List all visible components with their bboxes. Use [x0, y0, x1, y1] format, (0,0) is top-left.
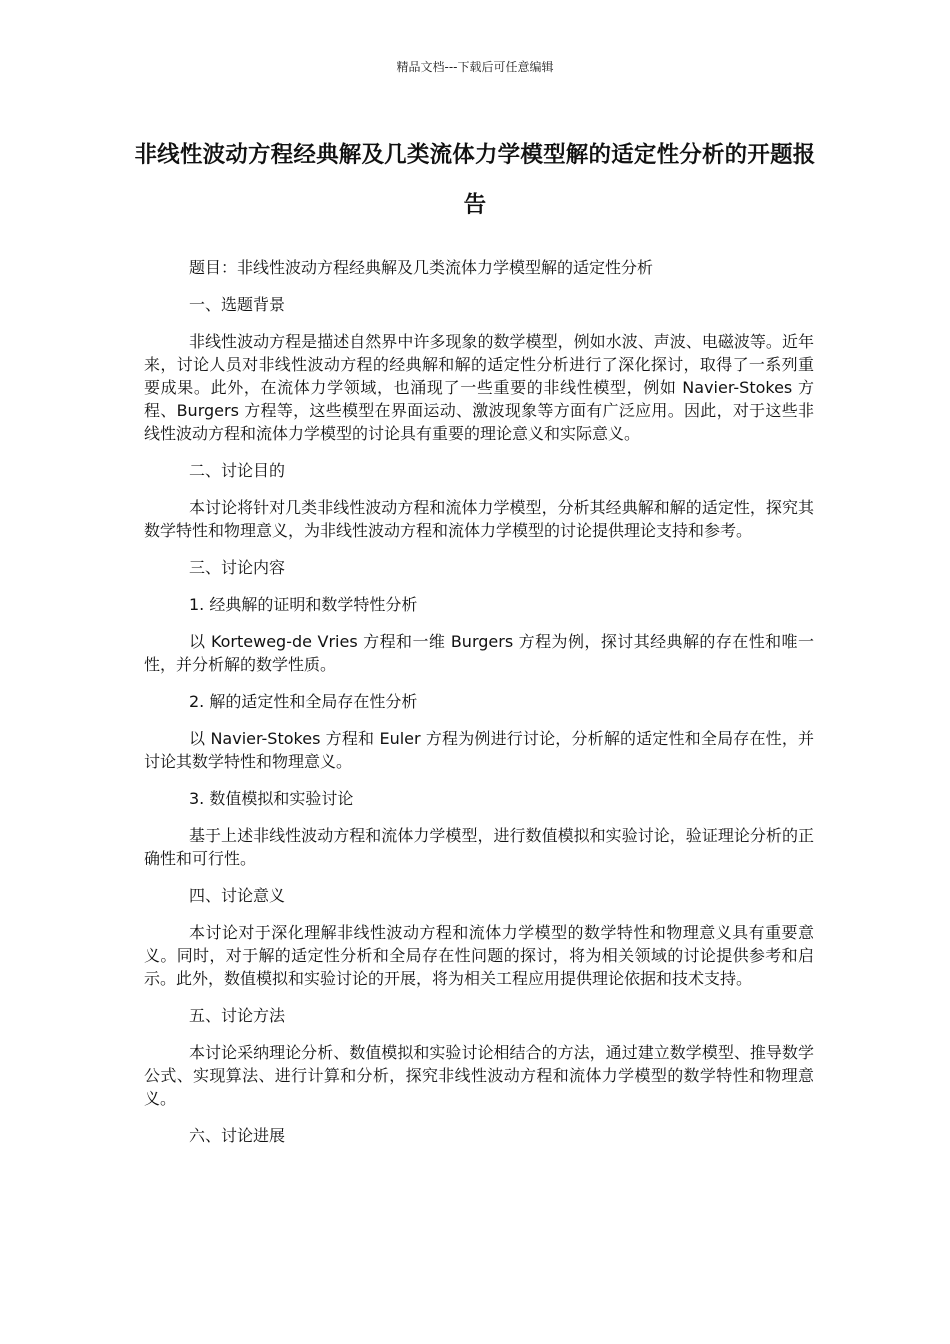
item2-paragraph: 以 Navier-Stokes 方程和 Euler 方程为例进行讨论，分析解的适定性和全局存在性，并讨论其数学特性和物理意义。 [144, 729, 814, 771]
topic-line: 题目：非线性波动方程经典解及几类流体力学模型解的适定性分析 [189, 258, 654, 277]
progress-heading: 六、讨论进展 [189, 1126, 286, 1145]
method-heading: 五、讨论方法 [189, 1006, 286, 1025]
significance-paragraph: 本讨论对于深化理解非线性波动方程和流体力学模型的数学特性和物理意义具有重要意义。同时，对于解的适定性分析和全局存在性问题的探讨，将为相关领域的讨论提供参考和启示。此外，数值模拟和实验讨论的开展，将为相关工程应用提供理论依据和技术支持。 [144, 923, 814, 988]
background-heading: 一、选题背景 [189, 295, 286, 314]
item2-heading: 2. 解的适定性和全局存在性分析 [189, 692, 418, 711]
background-paragraph: 非线性波动方程是描述自然界中许多现象的数学模型，例如水波、声波、电磁波等。近年来，讨论人员对非线性波动方程的经典解和解的适定性分析进行了深化探讨，取得了一系列重要成果。此外，在流体力学领域，也涌现了一些重要的非线性模型，例如 Navier-Stokes 方程、Burgers 方程等，这些模型在界面运动、激波现象等方面有广泛应用。因此，对于这些非线性波动方程和流体力学模型的讨论具有重要的理论意义和实际意义。 [144, 332, 814, 443]
content-heading: 三、讨论内容 [189, 558, 286, 577]
purpose-heading: 二、讨论目的 [189, 461, 286, 480]
page-header: 精品文档---下载后可任意编辑 [396, 60, 554, 74]
document-body [144, 256, 814, 1161]
method-paragraph: 本讨论采纳理论分析、数值模拟和实验讨论相结合的方法，通过建立数学模型、推导数学公式、实现算法、进行计算和分析，探究非线性波动方程和流体力学模型的数学特性和物理意义。 [144, 1043, 814, 1108]
item1-heading: 1. 经典解的证明和数学特性分析 [189, 595, 418, 614]
purpose-paragraph: 本讨论将针对几类非线性波动方程和流体力学模型，分析其经典解和解的适定性，探究其数学特性和物理意义，为非线性波动方程和流体力学模型的讨论提供理论支持和参考。 [144, 498, 814, 540]
item3-heading: 3. 数值模拟和实验讨论 [189, 789, 354, 808]
significance-heading: 四、讨论意义 [189, 886, 286, 905]
document-title: 非线性波动方程经典解及几类流体力学模型解的适定性分析的开题报告 [134, 142, 816, 218]
item1-paragraph: 以 Korteweg-de Vries 方程和一维 Burgers 方程为例，探讨其经典解的存在性和唯一性，并分析解的数学性质。 [144, 632, 814, 674]
item3-paragraph: 基于上述非线性波动方程和流体力学模型，进行数值模拟和实验讨论，验证理论分析的正确性和可行性。 [144, 826, 814, 868]
